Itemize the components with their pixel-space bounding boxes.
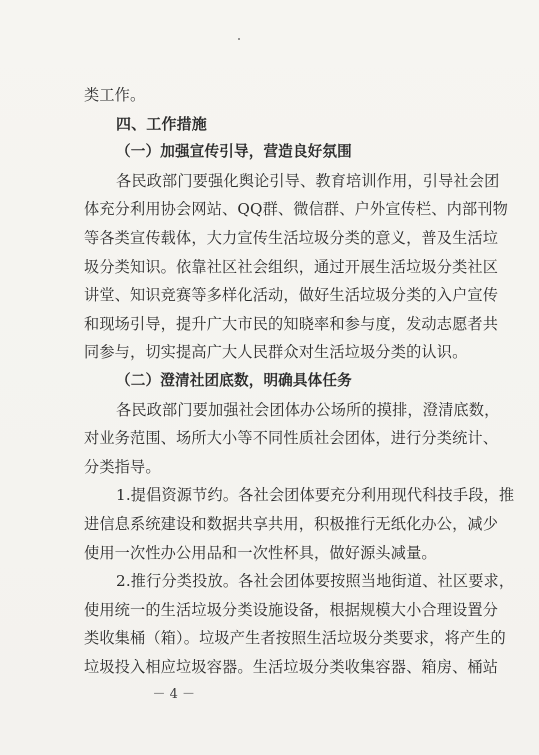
paragraph-tail: 类工作。 — [84, 86, 146, 104]
body-line: 讲堂、知识竞赛等多样化活动，做好生活垃圾分类的入户宣传 — [84, 286, 499, 304]
body-line: 等各类宣传载体，大力宣传生活垃圾分类的意义，普及生活垃 — [84, 229, 499, 247]
section-heading: 四、工作措施 — [116, 115, 207, 133]
body-line: 体充分利用协会网站、QQ群、微信群、户外宣传栏、内部刊物 — [84, 200, 508, 218]
body-line: 使用统一的生活垃圾分类设施设备，根据规模大小合理设置分 — [84, 601, 499, 619]
body-line: 进信息系统建设和数据共享共用，积极推行无纸化办公，减少 — [84, 515, 499, 533]
page-number: － 4 － — [152, 687, 195, 702]
body-line: 2.推行分类投放。各社会团体要按照当地街道、社区要求， — [116, 572, 515, 590]
subsection-heading-2: （二）澄清社团底数，明确具体任务 — [116, 372, 352, 389]
body-line: 分类指导。 — [84, 458, 161, 476]
subsection-heading-1: （一）加强宣传引导，营造良好氛围 — [116, 143, 352, 160]
body-line: 圾分类知识。依靠社区社会组织，通过开展生活垃圾分类社区 — [84, 258, 499, 276]
scan-speck — [238, 38, 240, 40]
body-line: 各民政部门要加强社会团体办公场所的摸排，澄清底数， — [116, 401, 500, 419]
body-line: 同参与，切实提高广大人民群众对生活垃圾分类的认识。 — [84, 343, 468, 361]
body-line: 1.提倡资源节约。各社会团体要充分利用现代科技手段，推 — [116, 486, 515, 504]
body-line: 垃圾投入相应垃圾容器。生活垃圾分类收集容器、箱房、桶站 — [84, 658, 499, 676]
body-line: 各民政部门要强化舆论引导、教育培训作用，引导社会团 — [116, 172, 500, 190]
body-line: 使用一次性办公用品和一次性杯具，做好源头减量。 — [84, 544, 437, 562]
body-line: 对业务范围、场所大小等不同性质社会团体，进行分类统计、 — [84, 429, 499, 447]
body-line: 类收集桶（箱）。垃圾产生者按照生活垃圾分类要求，将产生的 — [84, 629, 506, 647]
body-line: 和现场引导，提升广大市民的知晓率和参与度，发动志愿者共 — [84, 315, 499, 333]
